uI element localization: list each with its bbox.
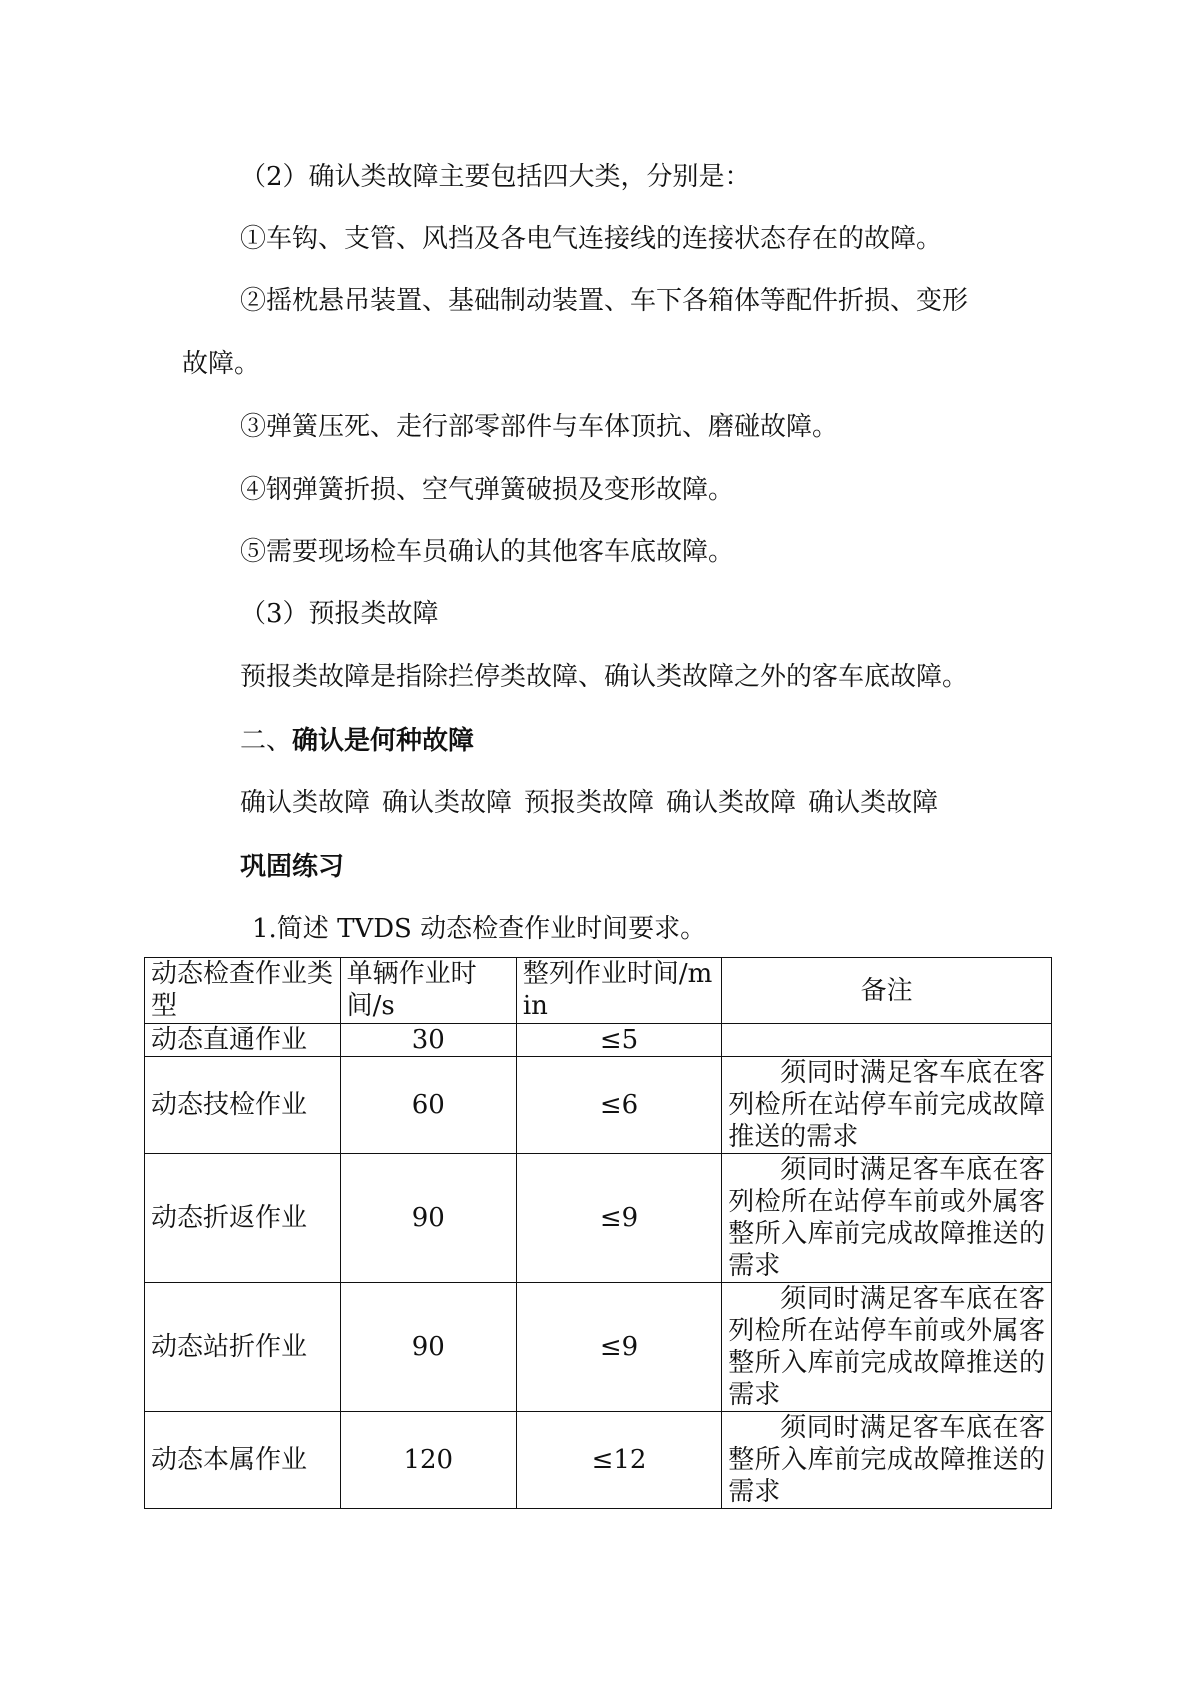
- paragraph-confirm-intro: （2）确认类故障主要包括四大类，分别是：: [240, 162, 751, 192]
- header-cell-type: 动态检查作业类型: [145, 958, 341, 1024]
- table-row: [145, 1412, 1052, 1509]
- table-header-row: [145, 958, 1052, 1024]
- section-title: 确认是何种故障: [292, 726, 475, 756]
- cell-whole-time: ≤9: [516, 1154, 721, 1283]
- cell-single-time: 90: [340, 1283, 516, 1412]
- answer-item: 确认类故障: [240, 788, 371, 818]
- cell-type: 动态折返作业: [145, 1154, 341, 1283]
- header-cell-note: 备注: [722, 958, 1052, 1024]
- cell-note: 须同时满足客车底在客列检所在站停车前完成故障推送的需求: [722, 1057, 1052, 1154]
- cell-single-time: 30: [340, 1024, 516, 1057]
- section-number: 二、: [240, 726, 293, 756]
- paragraph-forecast-definition: 预报类故障是指除拦停类故障、确认类故障之外的客车底故障。: [240, 662, 969, 692]
- paragraph-item-3: ③弹簧压死、走行部零部件与车体顶抗、磨碰故障。: [240, 412, 839, 442]
- cell-note: 须同时满足客车底在客整所入库前完成故障推送的需求: [722, 1412, 1052, 1509]
- practice-title: 巩固练习: [240, 852, 345, 882]
- paragraph-item-1: ①车钩、支管、风挡及各电气连接线的连接状态存在的故障。: [240, 224, 943, 254]
- cell-type: 动态本属作业: [145, 1412, 341, 1509]
- table-row: [145, 1283, 1052, 1412]
- answer-list: [240, 786, 950, 820]
- cell-single-time: 60: [340, 1057, 516, 1154]
- cell-whole-time: ≤12: [516, 1412, 721, 1509]
- cell-type: 动态技检作业: [145, 1057, 341, 1154]
- cell-single-time: 120: [340, 1412, 516, 1509]
- table-row: [145, 1024, 1052, 1057]
- answer-item: 确认类故障: [808, 788, 939, 818]
- cell-note: [722, 1024, 1052, 1057]
- cell-single-time: 90: [340, 1154, 516, 1283]
- paragraph-item-4: ④钢弹簧折损、空气弹簧破损及变形故障。: [240, 475, 735, 505]
- section-heading: [240, 724, 474, 758]
- practice-question: 1.简述 TVDS 动态检查作业时间要求。: [252, 914, 707, 944]
- cell-type: 动态站折作业: [145, 1283, 341, 1412]
- table-row: [145, 1057, 1052, 1154]
- answer-item: 预报类故障: [524, 788, 655, 818]
- header-cell-whole: 整列作业时间/min: [516, 958, 721, 1024]
- answer-item: 确认类故障: [666, 788, 797, 818]
- answer-item: 确认类故障: [382, 788, 513, 818]
- paragraph-item-2: ②摇枕悬吊装置、基础制动装置、车下各箱体等配件折损、变形: [240, 286, 969, 316]
- operation-time-table: [144, 957, 1052, 1509]
- cell-note: 须同时满足客车底在客列检所在站停车前或外属客整所入库前完成故障推送的需求: [722, 1283, 1052, 1412]
- paragraph-forecast-heading: （3）预报类故障: [240, 599, 439, 629]
- cell-note: 须同时满足客车底在客列检所在站停车前或外属客整所入库前完成故障推送的需求: [722, 1154, 1052, 1283]
- paragraph-item-5: ⑤需要现场检车员确认的其他客车底故障。: [240, 537, 735, 567]
- cell-whole-time: ≤5: [516, 1024, 721, 1057]
- header-cell-single: 单辆作业时间/s: [340, 958, 516, 1024]
- cell-whole-time: ≤9: [516, 1283, 721, 1412]
- cell-whole-time: ≤6: [516, 1057, 721, 1154]
- paragraph-item-2-cont: 故障。: [182, 349, 261, 379]
- table-row: [145, 1154, 1052, 1283]
- cell-type: 动态直通作业: [145, 1024, 341, 1057]
